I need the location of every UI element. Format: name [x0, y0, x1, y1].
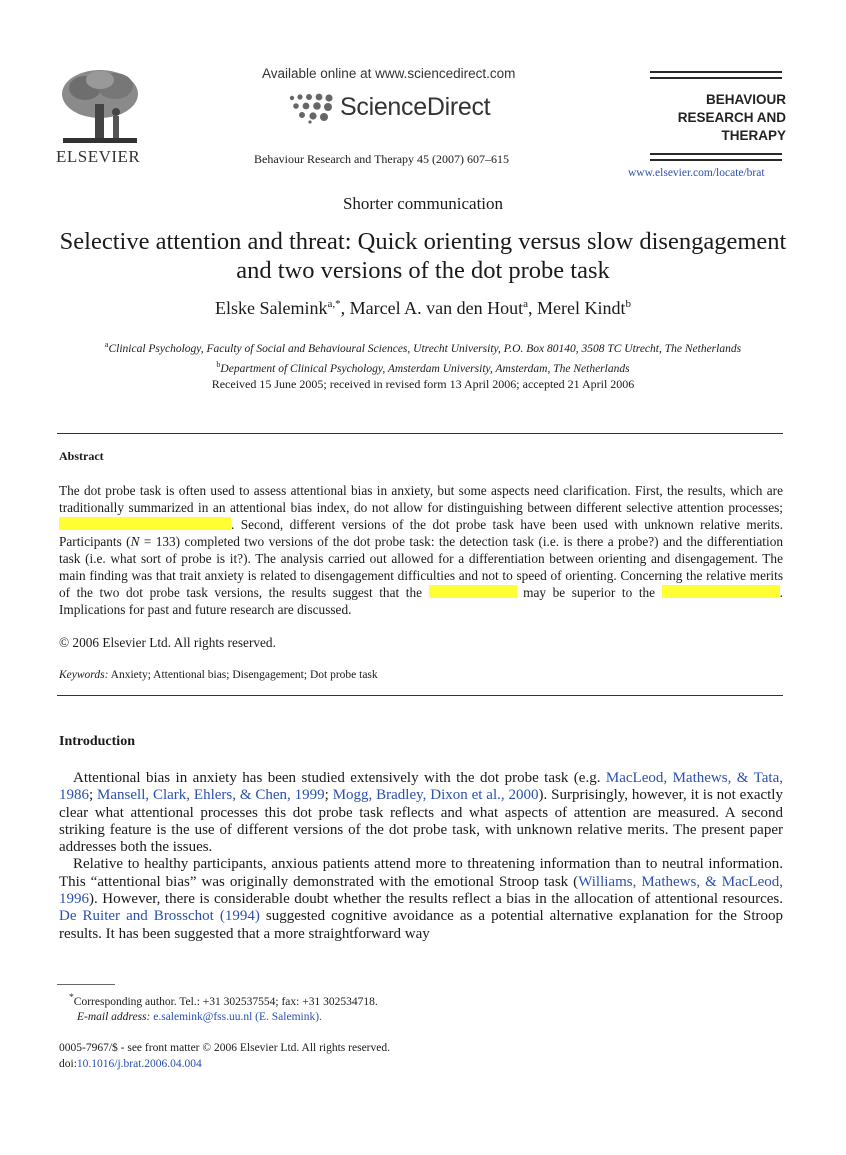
highlight-annotation[interactable] [59, 517, 231, 530]
citation-link[interactable]: Williams, Mathews, & MacLeod, 1996 [59, 873, 783, 908]
keywords-list: Anxiety; Attentional bias; Disengagement; Dot probe task [110, 669, 378, 681]
doi-label: doi: [59, 1058, 77, 1070]
abstract-part: . Second, different versions of the dot probe task have been used with unknown relative merits. Participants ( [59, 517, 783, 549]
doi-link[interactable]: 10.1016/j.brat.2006.04.004 [76, 1058, 202, 1070]
affiliation-b-sup: b [216, 359, 221, 369]
doi-line [59, 1056, 390, 1072]
abstract-bottom-rule [57, 695, 783, 696]
issn-block [59, 1040, 390, 1072]
abstract-n-label: N [130, 534, 140, 549]
journal-title [646, 91, 786, 145]
citation-link[interactable]: Mogg, Bradley, Dixon et al., 2000 [332, 787, 539, 804]
journal-title-line-1: BEHAVIOUR [705, 92, 786, 107]
corresponding-author-note [59, 990, 378, 1010]
email-link[interactable]: e.salemink@fss.uu.nl (E. Salemink). [153, 1010, 322, 1023]
citation-link[interactable]: De Ruiter and Brosschot (1994) [59, 908, 260, 925]
email-label: E-mail address: [77, 1010, 151, 1023]
abstract-part: may be superior to the [516, 585, 662, 600]
abstract-part: The dot probe task is often used to assess attentional bias in anxiety, but some aspects need clarification. First, the results, which are traditionally summarized in an attentional bias index, do not allow for distinguishing between different selective attention processes; [59, 483, 783, 515]
footnotes [59, 990, 378, 1025]
text-run: ; [89, 787, 98, 804]
sciencedirect-dots-icon [286, 92, 336, 129]
text-run: ). However, there is considerable doubt whether the results reflect a bias in the allocation of attentional resources. [89, 891, 783, 908]
author-name: Marcel A. van den Hout [349, 298, 524, 318]
citation-link[interactable]: MacLeod, Mathews, & Tata, 1986 [59, 770, 783, 804]
author-affil-sup: b [625, 298, 631, 310]
text-run: ). Surprisingly, however, it is not exactly clear what attentional processes this dot probe task reflects and what aspects of attention are measured. A second striking feature is the use of different versions of the dot probe task, with unknown relative merits. The present paper addresses both the issues. [59, 787, 783, 856]
text-run: ; [324, 787, 333, 804]
affiliation-b [40, 357, 806, 377]
received-dates: Received 15 June 2005; received in revised form 13 April 2006; accepted 21 April 2006 [211, 377, 635, 391]
sciencedirect-wordmark: ScienceDirect [340, 93, 491, 121]
keywords [59, 669, 378, 681]
citation-link[interactable]: Mansell, Clark, Ehlers, & Chen, 1999 [97, 787, 325, 804]
keywords-label: Keywords: [59, 669, 109, 681]
introduction-heading: Introduction [59, 734, 135, 749]
highlight-annotation[interactable] [662, 585, 780, 598]
paragraph [59, 770, 783, 856]
affiliations [40, 337, 806, 377]
journal-rule-top-1 [650, 71, 782, 73]
abstract-text [59, 482, 783, 618]
text-run: Relative to healthy participants, anxious patients attend more to threatening information than to neutral information. This “attentional bias” was originally demonstrated with the emotional Stroop task ( [59, 856, 783, 890]
author-name: Elske Salemink [215, 298, 328, 318]
author-affil-sup: a [523, 298, 528, 310]
abstract-copyright: © 2006 Elsevier Ltd. All rights reserved. [59, 635, 276, 650]
paragraph [59, 856, 783, 942]
affiliation-a-sup: a [104, 340, 109, 349]
abstract-heading: Abstract [59, 449, 104, 463]
affiliation-b-text: Department of Clinical Psychology, Amsterdam University, Amsterdam, The Netherlands [220, 362, 630, 375]
issn-line: 0005-7967/$ - see front matter © 2006 Elsevier Ltd. All rights reserved. [59, 1042, 390, 1054]
author-name: Merel Kindt [536, 298, 626, 318]
publisher-name: ELSEVIER [56, 147, 141, 166]
abstract-part: . Implications for past and future research are discussed. [59, 585, 783, 617]
section-type: Shorter communication [342, 194, 504, 213]
journal-title-line-2: RESEARCH AND [677, 110, 786, 125]
author-list: Elske Salemink$^{a,*}$, Marcel A. van den Hout$^a$, Merel Kindt$^b$ [215, 298, 631, 318]
article-title: Selective attention and threat: Quick orienting versus slow disengagement and two versions of the dot probe task [59, 228, 787, 284]
author-affil-sup: a,* [327, 298, 341, 310]
journal-rule-top-2 [650, 77, 782, 79]
journal-rule-bottom-2 [650, 159, 782, 161]
text-run: Attentional bias in anxiety has been studied extensively with the dot probe task (e.g. [73, 770, 606, 786]
corresponding-text: Corresponding author. Tel.: +31 302537554; fax: +31 302534718. [73, 995, 378, 1008]
available-online-text: Available online at www.sciencedirect.com [262, 66, 516, 81]
introduction-body [59, 770, 783, 943]
abstract-top-rule [57, 433, 783, 434]
journal-title-line-3: THERAPY [721, 128, 786, 143]
affiliation-a [40, 337, 806, 357]
journal-rule-bottom-1 [650, 153, 782, 155]
corresponding-sup: * [69, 992, 74, 1003]
highlight-annotation[interactable] [429, 585, 517, 598]
journal-citation: Behaviour Research and Therapy 45 (2007) 607–615 [254, 152, 510, 166]
abstract-part: = 133) completed two versions of the dot probe task: the detection task (i.e. is there a probe?) and the differentiation task (i.e. what sort of probe is it?). The analysis carried out allowed for a differentiation between orienting and disengagement. The main finding was that trait anxiety is related to disengagement difficulties and not to speed of orienting. Concerning the relative merits of the two dot probe task versions, the results suggest that the [59, 534, 783, 600]
email-note [59, 1010, 378, 1025]
text-run: suggested cognitive avoidance as a potential alternative explanation for the Stroop results. It has been suggested that a more straightforward way [59, 908, 783, 942]
footnote-rule [57, 984, 115, 985]
affiliation-a-text: Clinical Psychology, Faculty of Social and Behavioural Sciences, Utrecht University, P.O. Box 80140, 3508 TC Utrecht, The Netherlands [108, 342, 742, 355]
journal-url-link[interactable]: www.elsevier.com/locate/brat [628, 167, 765, 179]
